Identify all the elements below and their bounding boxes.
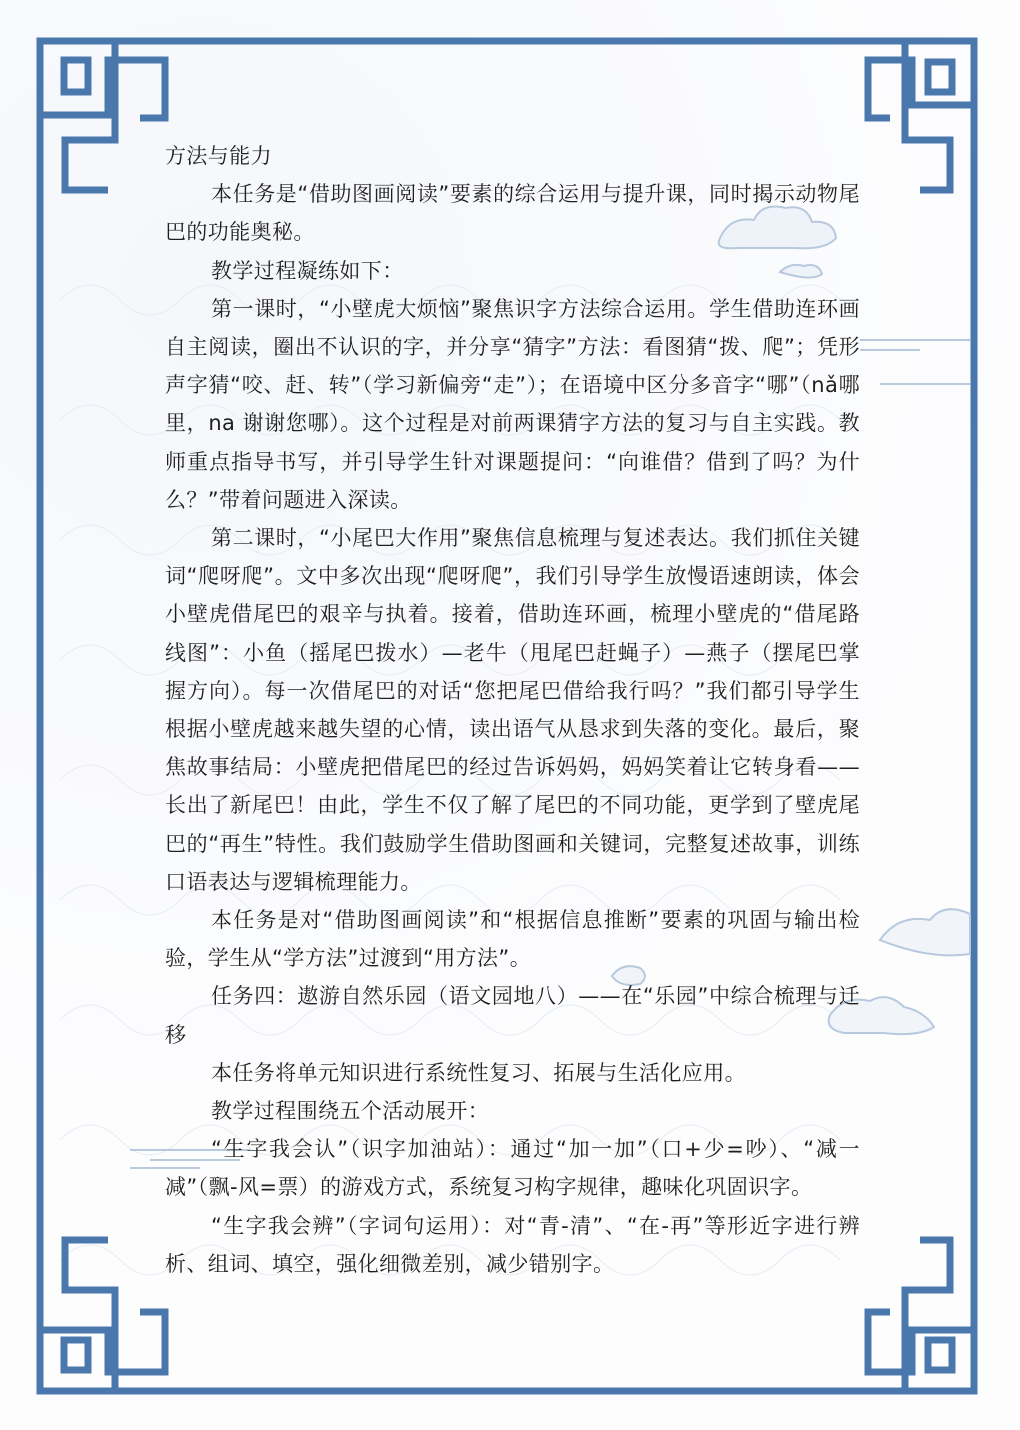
paragraph: 本任务将单元知识进行系统性复习、拓展与生活化应用。 bbox=[211, 1060, 746, 1085]
paragraph: 第一课时，“小壁虎大烦恼”聚焦识字方法综合运用。学生借助连环画自主阅读，圈出不认识的字，并分享“猜字”方法：看图猜“拨、爬”；凭形声字猜“咬、赶、转”（学习新偏旁“走”）；在语境中区分多音字“哪”（nǎ哪里，na 谢谢您哪）。这个过程是对前两课猜字方法的复习与自主实践。教师重点指导书写，并引导学生针对课题提问：“向谁借？借到了吗？为什么？”带着问题进入深读。 bbox=[165, 296, 860, 512]
paragraph: “生字我会认”（识字加油站）：通过“加一加”（口+少=吵）、“减一减”（飘-风=票）的游戏方式，系统复习构字规律，趣味化巩固识字。 bbox=[165, 1137, 860, 1200]
paragraph: 教学过程凝练如下： bbox=[211, 258, 404, 283]
paragraph: 方法与能力 bbox=[165, 144, 272, 168]
paragraph: 任务四：遨游自然乐园（语文园地八）——在“乐园”中综合梳理与迁移 bbox=[165, 984, 860, 1047]
paragraph: 教学过程围绕五个活动展开： bbox=[211, 1099, 490, 1124]
paragraph: 第二课时，“小尾巴大作用”聚焦信息梳理与复述表达。我们抓住关键词“爬呀爬”。文中多次出现“爬呀爬”，我们引导学生放慢语速朗读，体会小壁虎借尾巴的艰辛与执着。接着，借助连环画，梳理小壁虎的“借尾路线图”：小鱼（摇尾巴拨水）—老牛（甩尾巴赶蝇子）—燕子（摆尾巴掌握方向）。每一次借尾巴的对话“您把尾巴借给我行吗？”我们都引导学生根据小壁虎越来越失望的心情，读出语气从恳求到失落的变化。最后，聚焦故事结局：小壁虎把借尾巴的经过告诉妈妈，妈妈笑着让它转身看——长出了新尾巴！由此，学生不仅了解了尾巴的不同功能，更学到了壁虎尾巴的“再生”特性。我们鼓励学生借助图画和关键词，完整复述故事，训练口语表达与逻辑梳理能力。 bbox=[165, 526, 860, 894]
paragraph: “生字我会辨”（字词句运用）：对“青-清”、“在-再”等形近字进行辨析、组词、填空，强化细微差别，减少错别字。 bbox=[165, 1213, 860, 1276]
paragraph: 本任务是“借助图画阅读”要素的综合运用与提升课，同时揭示动物尾巴的功能奥秘。 bbox=[165, 182, 860, 245]
paragraph: 本任务是对“借助图画阅读”和“根据信息推断”要素的巩固与输出检验，学生从“学方法”过渡到“用方法”。 bbox=[165, 908, 860, 971]
document-body bbox=[165, 137, 860, 1283]
